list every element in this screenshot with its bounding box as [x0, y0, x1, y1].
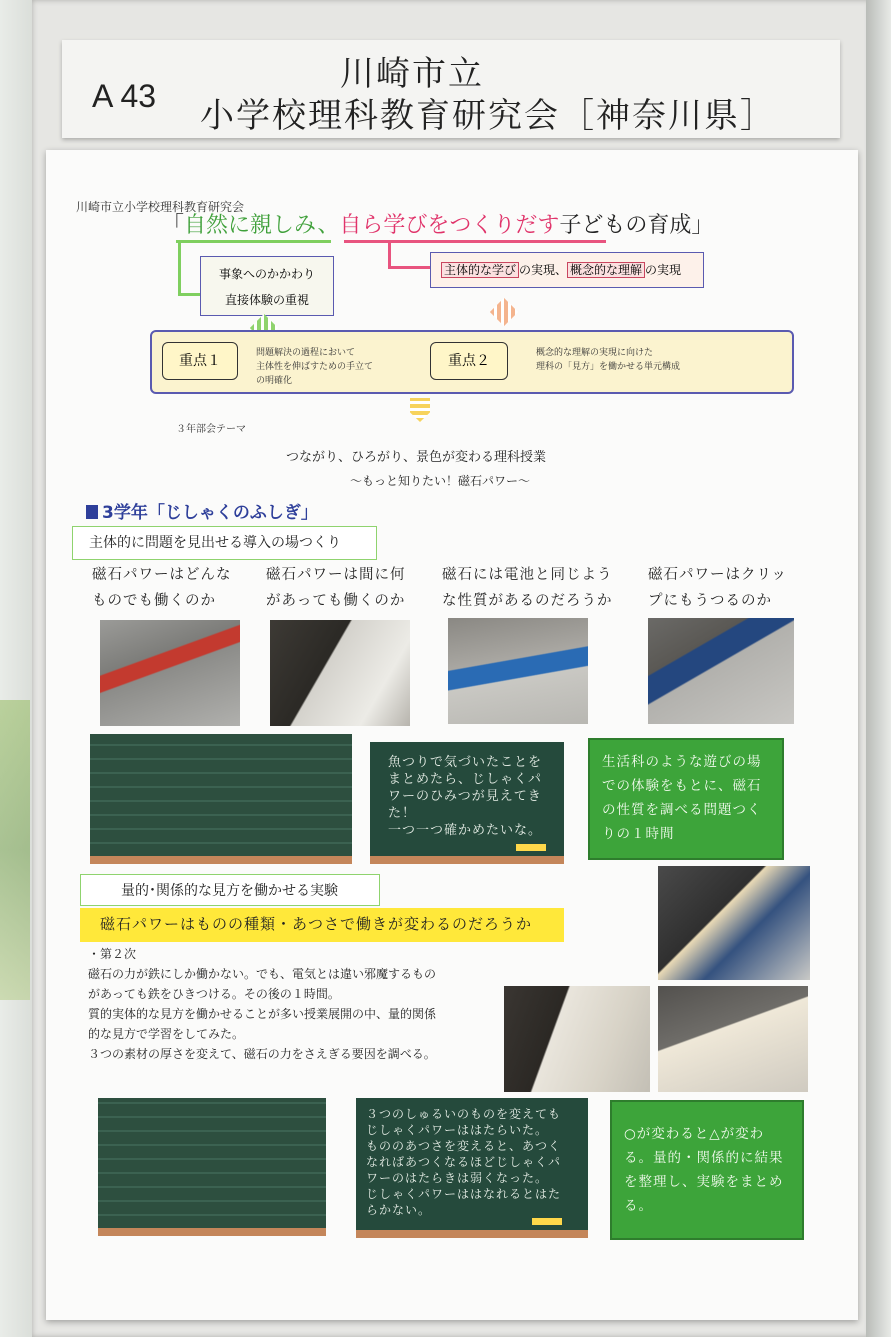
- chalkboard-photo-table: [98, 1098, 326, 1236]
- section-title: [86, 498, 318, 523]
- green1-line: 生活科のような遊びの場: [602, 754, 762, 770]
- board4-line: ３つのしゅるいのものを変えても: [366, 1107, 562, 1121]
- green1-line: りの１時間: [602, 826, 675, 842]
- focus2-line2: 理科の「見方」を働かせる単元構成: [536, 362, 681, 372]
- grade-theme-title: つながり、ひろがり、景色が変わる理科授業: [286, 450, 547, 465]
- chalkboard-2: [370, 742, 564, 864]
- board4-line: もののあつさを変えると、あつく: [366, 1139, 562, 1153]
- focus2-line1: 概念的な理解の実現に向けた: [536, 348, 654, 358]
- green2-line: る。量的・関係的に結果: [624, 1150, 784, 1166]
- theme-red: 自ら学びをつくりだす: [339, 213, 560, 238]
- connector-green: [178, 243, 181, 295]
- theme-green: 自然に親しみ、: [184, 213, 340, 238]
- question-1-line2: ものでも働くのか: [92, 593, 216, 609]
- photo-experiment-1: [658, 866, 810, 980]
- body-line: ・第２次: [88, 947, 137, 961]
- right-box-end: の実現: [645, 263, 682, 277]
- body-line: があっても鉄をひきつける。その後の１時間。: [88, 987, 340, 1001]
- photo-children-floor: [448, 618, 588, 724]
- theme-underline-red: [344, 240, 606, 243]
- board2-line: ワーのひみつが見えてき: [388, 789, 542, 804]
- focus1-line2: 主体性を伸ばすための手立て: [256, 362, 374, 372]
- question-2-line2: があっても働くのか: [266, 593, 406, 609]
- board4-line: なればあつくなるほどじしゃくパ: [366, 1155, 562, 1169]
- question-2: [266, 562, 406, 614]
- body-line: 的な見方で学習をしてみた。: [88, 1027, 245, 1041]
- section-square-icon: [86, 505, 98, 519]
- question-3-line1: 磁石には電池と同じよう: [442, 567, 613, 583]
- board4-line: じしゃくパワーははなれるとはた: [366, 1187, 562, 1201]
- green2-line: る。: [624, 1198, 653, 1214]
- chalkboard-4: [356, 1098, 588, 1238]
- board4-line: じしゃくパワーははたらいた。: [366, 1123, 549, 1137]
- green2-line: ○が変わると△が変わ: [624, 1126, 765, 1142]
- question-4-line1: 磁石パワーはクリッ: [648, 567, 787, 583]
- right-concept-box: [430, 252, 704, 288]
- photo-experiment-2: [504, 986, 650, 1092]
- chalkboard-photo-1: [90, 734, 352, 864]
- experiment-body: [88, 944, 436, 1064]
- intro-label: 主体的に問題を見出せる導入の場つくり: [72, 526, 377, 560]
- photo-child-clip: [648, 618, 794, 724]
- right-box-mid: の実現、: [519, 263, 568, 277]
- photo-child-paper: [270, 620, 410, 726]
- focus2-label: 重点２: [430, 342, 508, 380]
- green-summary-1: [588, 738, 784, 860]
- background-plant: [0, 700, 30, 1000]
- main-theme: [162, 208, 713, 239]
- question-1-line1: 磁石パワーはどんな: [92, 567, 232, 583]
- theme-bracket: 「: [162, 213, 185, 238]
- green-summary-2: [610, 1100, 804, 1240]
- board2-line: 一つ一つ確かめたいな。: [388, 823, 543, 838]
- tag-conceptual-understanding: 概念的な理解: [567, 262, 645, 278]
- green1-line: での体験をもとに、磁石: [602, 778, 762, 794]
- tag-active-learning: 主体的な学び: [441, 262, 519, 278]
- header-title-line2: 小学校理科教育研究会［神奈川県］: [200, 96, 776, 136]
- body-line: 質的実体的な見方を働かせることが多い授業展開の中、量的関係: [88, 1007, 437, 1021]
- chalkboard-2-text: [388, 754, 542, 839]
- board2-line: 魚つりで気づいたことを: [388, 755, 543, 770]
- experiment-label: 量的･関係的な見方を働かせる実験: [80, 874, 380, 906]
- focus1-text: [256, 346, 373, 388]
- question-4-line2: プにもうつるのか: [648, 593, 772, 609]
- board2-line: た！: [388, 806, 417, 821]
- photo-experiment-3: [658, 986, 808, 1092]
- board2-line: まとめたら、じしゃくパ: [388, 772, 543, 787]
- grade-theme-label: ３年部会テーマ: [176, 424, 246, 435]
- left-concept-box: [200, 256, 334, 316]
- left-box-line2: 直接体験の重視: [224, 293, 309, 307]
- focus1-line3: の明確化: [256, 376, 293, 386]
- focus1-line1: 問題解決の過程において: [256, 348, 356, 358]
- chalk-eraser: [516, 844, 546, 851]
- body-line: ３つの素材の厚さを変えて、磁石の力をさえぎる要因を調べる。: [88, 1047, 436, 1061]
- photo-children-magnets: [100, 620, 240, 726]
- focus2-text: [536, 346, 680, 374]
- green1-line: の性質を調べる問題つく: [602, 802, 762, 818]
- theme-underline-green: [176, 240, 331, 243]
- grade-theme-subtitle: 〜もっと知りたい！磁石パワー〜: [350, 474, 531, 488]
- connector-green-h: [178, 293, 202, 296]
- panel-edge: [866, 0, 891, 1337]
- question-3-line2: な性質があるのだろうか: [442, 593, 613, 609]
- left-box-line1: 事象へのかかわり: [218, 267, 315, 281]
- body-line: 磁石の力が鉄にしか働かない。でも、電気とは違い邪魔するもの: [88, 967, 437, 981]
- booth-code: A 43: [92, 78, 157, 114]
- question-3: [442, 562, 613, 614]
- experiment-question: 磁石パワーはものの種類・あつさで働きが変わるのだろうか: [80, 908, 564, 942]
- question-4: [648, 562, 787, 614]
- question-1: [92, 562, 232, 614]
- header-title-line1: 川崎市立: [340, 54, 484, 94]
- chalk-eraser: [532, 1218, 562, 1225]
- org-label: 川崎市立小学校理科教育研究会: [76, 200, 245, 214]
- theme-rest: 子どもの育成」: [559, 213, 714, 238]
- board4-line: らかない。: [366, 1203, 432, 1217]
- focus1-label: 重点１: [162, 342, 238, 380]
- section-title-text: 3学年「じしゃくのふしぎ」: [102, 503, 318, 523]
- question-2-line1: 磁石パワーは間に何: [266, 567, 406, 583]
- connector-red-h: [388, 266, 432, 269]
- board4-line: ワーのはたらきは弱くなった。: [366, 1171, 549, 1185]
- green2-line: を整理し、実験をまとめ: [624, 1174, 784, 1190]
- chalkboard-4-text: [366, 1106, 561, 1218]
